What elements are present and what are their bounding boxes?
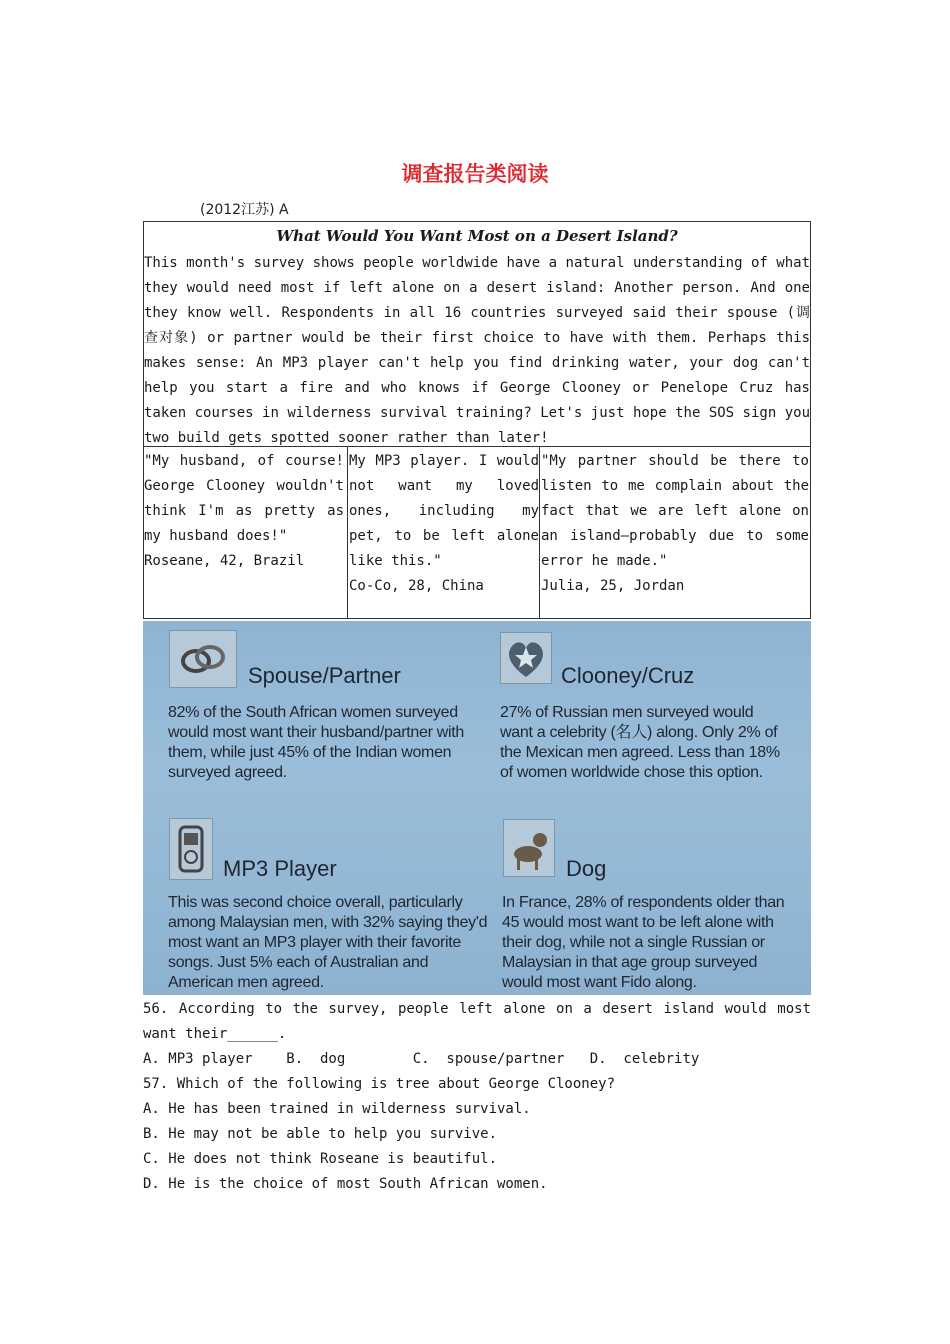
source-label: (2012江苏) A: [200, 202, 289, 218]
quote-attribution: Co-Co, 28, China: [349, 578, 484, 594]
quote-attribution: Roseane, 42, Brazil: [144, 553, 305, 569]
rings-icon: [169, 630, 237, 688]
question-57-option-b: B. He may not be able to help you survive.: [143, 1126, 498, 1142]
quote-text: "My partner should be there to listen to me complain about the fact that we are left alone on an island—probably due to some error he made.": [541, 453, 809, 569]
clooney-text: 27% of Russian men surveyed would want a celebrity (名人) along. Only 2% of the Mexican men agreed. Less than 18% of women worldwide chose this option.: [500, 704, 780, 781]
quote-attribution: Julia, 25, Jordan: [541, 578, 685, 594]
article-table: [143, 221, 811, 619]
dog-icon: [503, 819, 555, 877]
question-57-option-a: A. He has been trained in wilderness survival.: [143, 1101, 531, 1117]
dog-heading: Dog: [566, 856, 607, 881]
table-divider: [144, 446, 810, 447]
article-heading: What Would You Want Most on a Desert Island?: [276, 227, 678, 245]
spouse-heading: Spouse/Partner: [248, 663, 401, 688]
dog-text: In France, 28% of respondents older than 45 would most want to be left alone with their dog, while not a single Russian or Malaysian in that age group surveyed would most want Fido along.: [502, 894, 785, 991]
column-divider: [347, 446, 348, 618]
quote-text: "My husband, of course! George Clooney wouldn't think I'm as pretty as my husband does!": [144, 453, 344, 544]
question-57-option-d: D. He is the choice of most South African women.: [143, 1176, 548, 1192]
article-intro: This month's survey shows people worldwide have a natural understanding of what they would need most if left alone on a desert island: Another person. And one they know well. Respondents in all 16 countries surveyed said their spouse (调查对象) or partner would be their first choice to have with them. Perhaps this makes sense: An MP3 player can't help you find drinking water, your dog can't help you start a fire and who knows if George Clooney or Penelope Cruz has taken courses in wilderness survival training? Let's just hope the SOS sign you two build gets spotted sooner rather than later!: [144, 255, 810, 446]
quote-cell: [144, 449, 344, 574]
question-57: 57. Which of the following is tree about George Clooney?: [143, 1076, 616, 1092]
questions-section: [143, 997, 811, 1197]
infographic-photo: [143, 621, 811, 995]
question-57-option-c: C. He does not think Roseane is beautiful.: [143, 1151, 498, 1167]
mp3-text: This was second choice overall, particularly among Malaysian men, with 32% saying they'd most want an MP3 player with their favorite songs. Just 5% each of Australian and American men agreed.: [168, 894, 488, 991]
page-title: 调查报告类阅读: [401, 162, 549, 186]
mp3-heading: MP3 Player: [223, 856, 337, 881]
star-heart-icon: [500, 632, 552, 684]
column-divider: [539, 446, 540, 618]
clooney-heading: Clooney/Cruz: [561, 663, 695, 688]
question-56-options: A. MP3 player B. dog C. spouse/partner D. celebrity: [143, 1051, 700, 1067]
quote-cell: [541, 449, 809, 599]
quote-cell: [349, 449, 539, 599]
quote-text: My MP3 player. I would not want my loved ones, including my pet, to be left alone like this.": [349, 453, 539, 569]
mp3-player-icon: [169, 818, 213, 880]
spouse-text: 82% of the South African women surveyed would most want their husband/partner with them, while just 45% of the Indian women surveyed agreed.: [168, 704, 465, 781]
question-56: 56. According to the survey, people left alone on a desert island would most want their______.: [143, 1001, 811, 1042]
